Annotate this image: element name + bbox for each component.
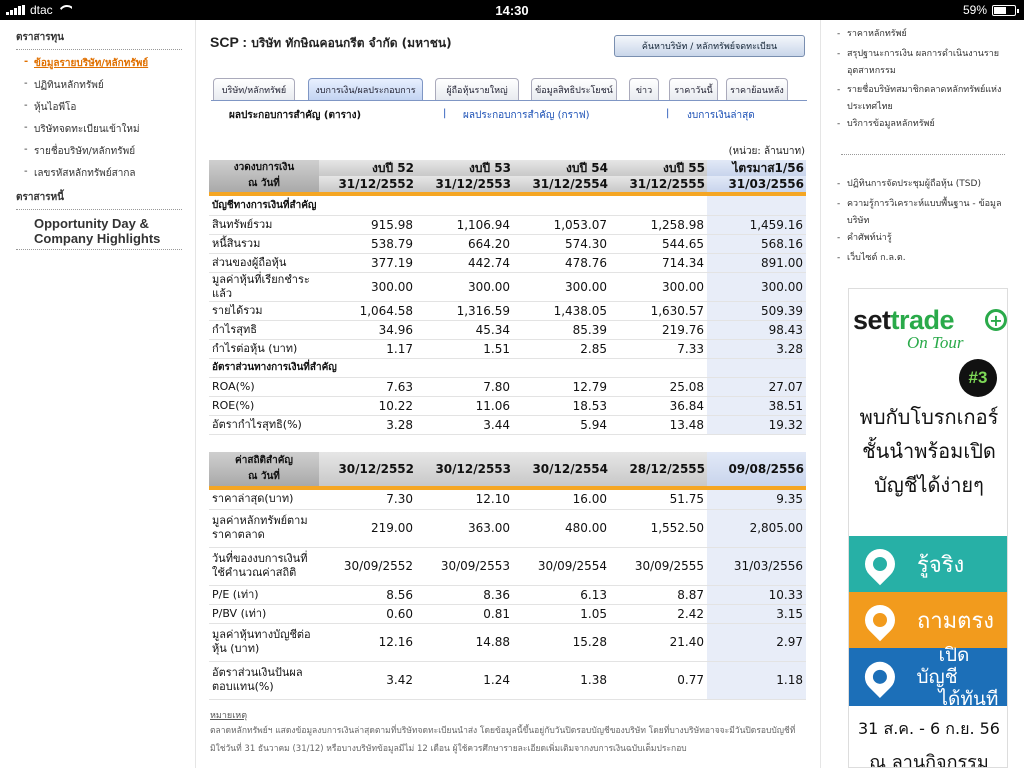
table-cell: 0.60: [319, 604, 416, 623]
ad-line: บัญชีได้ง่ายๆ: [874, 473, 984, 497]
table-cell: 363.00: [416, 509, 513, 547]
table-cell: 1,438.05: [513, 301, 610, 320]
table-row: [209, 215, 806, 234]
table-cell: 0.81: [416, 604, 513, 623]
header-period-label: [209, 160, 319, 192]
table-cell: 574.30: [513, 234, 610, 253]
ad-band-know: [849, 536, 1008, 592]
table-cell: 85.39: [513, 320, 610, 339]
location-pin-icon: [859, 599, 901, 641]
table-cell: 1,064.58: [319, 301, 416, 320]
nav-item-company-info[interactable]: - ข้อมูลรายบริษัท/หลักทรัพย์: [34, 56, 148, 71]
table-cell: 3.15: [707, 604, 806, 623]
table-cell: 2,805.00: [707, 509, 806, 547]
link-member-brokers[interactable]: - รายชื่อบริษัทสมาชิกตลาดหลักทรัพย์แห่งประเทศไทย: [847, 82, 1019, 116]
table-cell: 1.38: [513, 661, 610, 699]
link-sec-website[interactable]: - เว็บไซต์ ก.ล.ต.: [847, 250, 1019, 267]
group-header-row: [209, 196, 806, 215]
table-cell: 1.51: [416, 339, 513, 358]
date-header: 30/12/2553: [416, 452, 513, 486]
table-row: [209, 377, 806, 396]
table-row: [209, 272, 806, 301]
table-cell: 38.51: [707, 396, 806, 415]
table-cell: 8.87: [610, 585, 707, 604]
company-name: บริษัท ทักษิณคอนกรีต จำกัด (มหาชน): [251, 36, 452, 50]
date-header: 31/12/2555: [610, 176, 707, 192]
table-row: [209, 234, 806, 253]
subnav-table[interactable]: ผลประกอบการสำคัญ (ตาราง): [229, 110, 362, 121]
row-label: ROA(%): [209, 377, 319, 396]
group-header: บัญชีทางการเงินที่สำคัญ: [209, 196, 707, 215]
table-cell: 34.96: [319, 320, 416, 339]
date-header: 31/12/2553: [416, 176, 513, 192]
table-cell: 509.39: [707, 301, 806, 320]
table-cell: 3.28: [707, 339, 806, 358]
group-header-filler: [707, 358, 806, 377]
table-cell: 1.17: [319, 339, 416, 358]
battery-icon: [992, 5, 1016, 16]
opportunity-day-link[interactable]: Opportunity Day & Company Highlights: [34, 216, 161, 246]
table-cell: 1.24: [416, 661, 513, 699]
table-row: [209, 490, 806, 509]
row-label: หนี้สินรวม: [209, 234, 319, 253]
row-label: สินทรัพย์รวม: [209, 215, 319, 234]
nav-item-company-list[interactable]: - รายชื่อบริษัท/หลักทรัพย์: [34, 144, 135, 159]
table-cell: 7.33: [610, 339, 707, 358]
table-cell: 1,459.16: [707, 215, 806, 234]
table-cell: 98.43: [707, 320, 806, 339]
row-label: มูลค่าหุ้นที่เรียกชำระแล้ว: [209, 272, 319, 301]
date-header: 30/12/2554: [513, 452, 610, 486]
table-cell: 19.32: [707, 415, 806, 434]
group-header-row: [209, 358, 806, 377]
row-label: กำไรต่อหุ้น (บาท): [209, 339, 319, 358]
row-label: P/E (เท่า): [209, 585, 319, 604]
row-label: วันที่ของงบการเงินที่ใช้คำนวณค่าสถิติ: [209, 547, 319, 585]
table-cell: 891.00: [707, 253, 806, 272]
subnav-graph[interactable]: ผลประกอบการสำคัญ (กราฟ): [463, 110, 590, 121]
note-title: หมายเหตุ: [210, 711, 248, 721]
table-cell: 2.97: [707, 623, 806, 661]
table-cell: 21.40: [610, 623, 707, 661]
table-cell: 1,106.94: [416, 215, 513, 234]
table-row: [209, 661, 806, 699]
table-cell: 6.13: [513, 585, 610, 604]
table-cell: 544.65: [610, 234, 707, 253]
table-cell: 51.75: [610, 490, 707, 509]
table-cell: 478.76: [513, 253, 610, 272]
date-header: 31/12/2552: [319, 176, 416, 192]
table-cell: 1.18: [707, 661, 806, 699]
subnav-separator: |: [666, 108, 670, 119]
table-cell: 27.07: [707, 377, 806, 396]
row-label: ROE(%): [209, 396, 319, 415]
tab-news[interactable]: ข่าว: [629, 78, 659, 100]
table-cell: 300.00: [513, 272, 610, 301]
table-cell: 300.00: [707, 272, 806, 301]
date-header: 28/12/2555: [610, 452, 707, 486]
table-cell: 1,552.50: [610, 509, 707, 547]
ad-line: พบกับโบรกเกอร์: [859, 405, 999, 429]
divider: [16, 249, 182, 250]
table-cell: 664.20: [416, 234, 513, 253]
subnav-separator: |: [443, 108, 447, 119]
table-cell: 2.42: [610, 604, 707, 623]
table-cell: 714.34: [610, 253, 707, 272]
ad-brand: [853, 305, 954, 336]
table-cell: 7.80: [416, 377, 513, 396]
table-row: [209, 604, 806, 623]
group-header: อัตราส่วนทางการเงินที่สำคัญ: [209, 358, 707, 377]
table-cell: 300.00: [610, 272, 707, 301]
table-cell: 219.00: [319, 509, 416, 547]
table-row: [209, 253, 806, 272]
table-row: [209, 547, 806, 585]
ad-band-label: [917, 644, 1009, 710]
table-cell: 5.94: [513, 415, 610, 434]
table-cell: 1.05: [513, 604, 610, 623]
table-cell: 18.53: [513, 396, 610, 415]
ad-venue: ณ ลานกิจกรรม: [869, 752, 989, 768]
table-cell: 300.00: [319, 272, 416, 301]
table-cell: 1,053.07: [513, 215, 610, 234]
date-header: 31/03/2556: [707, 176, 806, 192]
table-cell: 480.00: [513, 509, 610, 547]
table-cell: 12.79: [513, 377, 610, 396]
statistics-table: [209, 452, 806, 700]
date-header: 31/12/2554: [513, 176, 610, 192]
table-row: [209, 509, 806, 547]
link-agm-calendar[interactable]: - ปฏิทินการจัดประชุมผู้ถือหุ้น (TSD): [847, 176, 1019, 193]
settrade-ad-banner[interactable]: [848, 288, 1008, 768]
clock: 14:30: [495, 3, 529, 18]
status-bar: [0, 0, 1024, 20]
battery-percent: 59%: [962, 3, 987, 17]
row-label: รายได้รวม: [209, 301, 319, 320]
nav-item-isin[interactable]: - เลขรหัสหลักทรัพย์สากล: [34, 166, 136, 181]
period-header: งบปี 52: [319, 160, 416, 176]
row-label: กำไรสุทธิ: [209, 320, 319, 339]
row-label: ส่วนของผู้ถือหุ้น: [209, 253, 319, 272]
ad-band-label: ถามตรง: [917, 608, 995, 634]
table-cell: 377.19: [319, 253, 416, 272]
tab-benefits[interactable]: ข้อมูลสิทธิประโยชน์: [531, 78, 617, 100]
row-label: มูลค่าหุ้นทางบัญชีต่อหุ้น (บาท): [209, 623, 319, 661]
header-label-line1: ค่าสถิติสำคัญ: [235, 455, 293, 466]
table-cell: 30/09/2554: [513, 547, 610, 585]
ad-band-label-line: เปิดบัญชี: [916, 644, 970, 688]
ad-badge: #3: [959, 359, 997, 397]
table-cell: 1,630.57: [610, 301, 707, 320]
link-data-service[interactable]: - บริการข้อมูลหลักทรัพย์: [847, 116, 1019, 133]
row-label: อัตราส่วนเงินปันผลตอบแทน(%): [209, 661, 319, 699]
table-cell: 3.42: [319, 661, 416, 699]
link-fundamental-analysis[interactable]: - ความรู้การวิเคราะห์แบบพื้นฐาน - ข้อมูลบริษัท: [847, 196, 1019, 230]
table-cell: 31/03/2556: [707, 547, 806, 585]
link-glossary[interactable]: - คำศัพท์น่ารู้: [847, 230, 1019, 247]
table-row: [209, 320, 806, 339]
table-cell: 12.10: [416, 490, 513, 509]
divider: [841, 154, 1005, 155]
nav-section-equity[interactable]: ตราสารทุน: [16, 30, 182, 50]
table-cell: 8.36: [416, 585, 513, 604]
table-cell: 30/09/2555: [610, 547, 707, 585]
ad-brand-part: set: [853, 305, 891, 335]
table-cell: 11.06: [416, 396, 513, 415]
ad-date: 31 ส.ค. - 6 ก.ย. 56: [858, 719, 1000, 738]
right-sidebar: [820, 20, 1024, 768]
table-cell: 25.08: [610, 377, 707, 396]
group-header-filler: [707, 196, 806, 215]
tab-bar: [213, 78, 813, 100]
nav-item-ipo[interactable]: - หุ้นไอพีโอ: [34, 100, 76, 115]
table-row: [209, 301, 806, 320]
table-cell: 36.84: [610, 396, 707, 415]
table-cell: 0.77: [610, 661, 707, 699]
row-label: อัตรากำไรสุทธิ(%): [209, 415, 319, 434]
left-sidebar: [0, 20, 196, 768]
financial-table: [209, 160, 806, 435]
stock-symbol: SCP :: [210, 34, 248, 50]
table-row: [209, 623, 806, 661]
main-content: [197, 20, 820, 768]
table-cell: 15.28: [513, 623, 610, 661]
date-header: 30/12/2552: [319, 452, 416, 486]
table-cell: 442.74: [416, 253, 513, 272]
table-cell: 3.44: [416, 415, 513, 434]
table-cell: 10.22: [319, 396, 416, 415]
header-label-line2: ณ วันที่: [248, 471, 280, 482]
nav-item-new-listings[interactable]: - บริษัทจดทะเบียนเข้าใหม่: [34, 122, 140, 137]
table-cell: 1,316.59: [416, 301, 513, 320]
ad-band-ask: [849, 592, 1008, 648]
table-cell: 1,258.98: [610, 215, 707, 234]
ad-band-label: รู้จริง: [917, 552, 965, 578]
table-row: [209, 585, 806, 604]
ad-band-open-account: [849, 644, 1008, 710]
tab-financials[interactable]: งบการเงิน/ผลประกอบการ: [308, 78, 423, 100]
table-cell: 12.16: [319, 623, 416, 661]
link-industry-summary[interactable]: - สรุปฐานะการเงิน ผลการดำเนินงานรายอุตสาหกรรม: [847, 46, 1019, 80]
table-cell: 568.16: [707, 234, 806, 253]
tab-company[interactable]: บริษัท/หลักทรัพย์: [213, 78, 295, 100]
table-cell: 45.34: [416, 320, 513, 339]
carrier-label: dtac: [30, 3, 53, 17]
period-header: งบปี 54: [513, 160, 610, 176]
ad-brand-part: trade: [890, 305, 955, 335]
tab-price-history[interactable]: ราคาย้อนหลัง: [726, 78, 788, 100]
subnav-latest-statements[interactable]: งบการเงินล่าสุด: [687, 110, 755, 121]
table-cell: 2.85: [513, 339, 610, 358]
table-cell: 10.33: [707, 585, 806, 604]
location-pin-icon: [859, 543, 901, 585]
plus-icon: +: [985, 309, 1007, 331]
ad-band-label-line: ได้ทันที: [938, 688, 999, 710]
header-label-line2: ณ วันที่: [248, 178, 280, 189]
table-row: [209, 415, 806, 434]
table-row: [209, 339, 806, 358]
row-label: P/BV (เท่า): [209, 604, 319, 623]
row-label: มูลค่าหลักทรัพย์ตามราคาตลาด: [209, 509, 319, 547]
date-header: 09/08/2556: [707, 452, 806, 486]
table-cell: 8.56: [319, 585, 416, 604]
table-cell: 219.76: [610, 320, 707, 339]
tab-underline: [211, 100, 807, 101]
sub-navigation: [211, 108, 807, 124]
table-cell: 13.48: [610, 415, 707, 434]
period-header: งบปี 53: [416, 160, 513, 176]
location-pin-icon: [859, 656, 901, 698]
search-company-button[interactable]: ค้นหาบริษัท / หลักทรัพย์จดทะเบียน: [614, 35, 805, 57]
table-row: [209, 396, 806, 415]
row-label: ราคาล่าสุด(บาท): [209, 490, 319, 509]
ad-ontour: On Tour: [907, 333, 964, 352]
table-cell: 14.88: [416, 623, 513, 661]
nav-section-bonds[interactable]: ตราสารหนี้: [16, 190, 182, 210]
table-cell: 3.28: [319, 415, 416, 434]
header-label-line1: งวดงบการเงิน: [233, 162, 295, 173]
table-cell: 7.63: [319, 377, 416, 396]
table-cell: 30/09/2553: [416, 547, 513, 585]
company-title: [210, 34, 452, 53]
table-cell: 538.79: [319, 234, 416, 253]
link-stock-price[interactable]: - ราคาหลักทรัพย์: [847, 26, 1019, 43]
table-cell: 7.30: [319, 490, 416, 509]
unit-label: (หน่วย: ล้านบาท): [728, 146, 805, 157]
table-cell: 300.00: [416, 272, 513, 301]
nav-item-calendar[interactable]: - ปฏิทินหลักทรัพย์: [34, 78, 104, 93]
table-cell: 30/09/2552: [319, 547, 416, 585]
tab-major-shareholders[interactable]: ผู้ถือหุ้นรายใหญ่: [435, 78, 519, 100]
tab-price-today[interactable]: ราคาวันนี้: [669, 78, 718, 100]
note-text: ตลาดหลักทรัพย์ฯ แสดงข้อมูลงบการเงินล่าสุดตามที่บริษัทจดทะเบียนนำส่ง โดยข้อมูลนี้ขึ้นอยู่กับวันปิดรอบบัญชีของบริษัท โดยที่บางบริษัทอาจจะมีวันปิดรอบบัญชีที่มิใช่วันที่ 31 ธันวาคม (31/12) หรือบางบริษัทข้อมูลมีไม่ 12 เดือน ผู้ใช้ควรศึกษารายละเอียดเพิ่มเติมจากงบการเงินฉบับเต็มประกอบ: [210, 726, 796, 754]
period-header: ไตรมาส1/56: [707, 160, 806, 176]
table-cell: 915.98: [319, 215, 416, 234]
period-header: งบปี 55: [610, 160, 707, 176]
table-cell: 16.00: [513, 490, 610, 509]
ad-line: ชั้นนำพร้อมเปิด: [862, 439, 996, 463]
table-cell: 9.35: [707, 490, 806, 509]
header-stat-label: [209, 452, 319, 486]
